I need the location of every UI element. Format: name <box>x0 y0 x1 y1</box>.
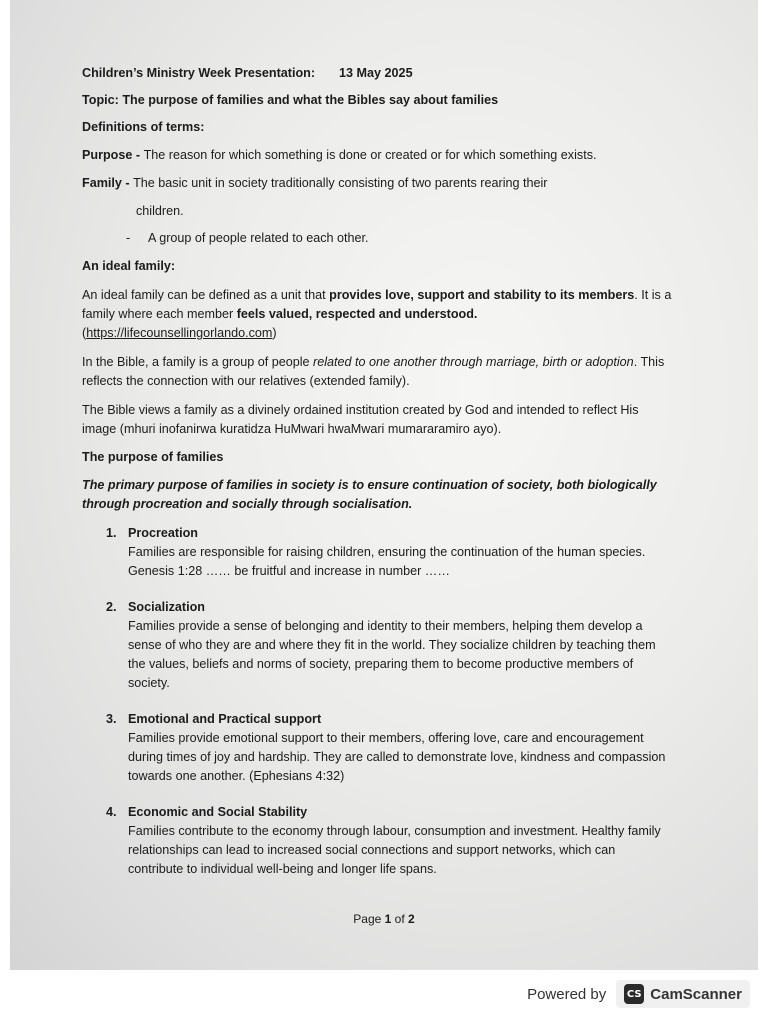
list-item-number: 2. <box>106 600 117 614</box>
purpose-list <box>82 524 672 879</box>
list-item-number: 1. <box>106 526 117 540</box>
list-item-title: Economic and Social Stability <box>128 805 308 819</box>
list-item-body: Families provide a sense of belonging and identity to their members, helping them develop a sense of who they are and where they fit in the world. They socialize children by teaching them the values, beliefs and norms of society, preparing them to become productive members of society. <box>128 619 656 690</box>
list-item <box>82 598 672 693</box>
document-header <box>82 64 672 83</box>
list-item <box>82 803 672 879</box>
header-label: Children’s Ministry Week Presentation: <box>82 66 316 80</box>
page-number: Page 1 of 2 <box>353 912 415 926</box>
family-definition-continuation: children. <box>136 204 184 218</box>
list-item-body: Families are responsible for raising children, ensuring the continuation of the human species. Genesis 1:28 …… be fruitful and increase in number …… <box>128 545 646 578</box>
purpose-definition <box>82 146 672 165</box>
document-body <box>82 64 672 896</box>
camscanner-badge[interactable] <box>616 980 750 1008</box>
family-text: The basic unit in society traditionally consisting of two parents rearing their <box>133 176 548 190</box>
header-date: 13 May 2025 <box>339 66 413 80</box>
family-definition <box>82 174 672 193</box>
purpose-of-families-heading: The purpose of families <box>82 450 224 464</box>
powered-by-label: Powered by <box>527 985 607 1003</box>
primary-purpose-statement: The primary purpose of families in society is to ensure continuation of society, both biologically through procreation and socially through socialisation. <box>82 478 657 511</box>
list-item-title: Procreation <box>128 526 198 540</box>
list-item-body: Families contribute to the economy through labour, consumption and investment. Healthy family relationships can lead to increased social connections and support networks, which can contribute to individual well-being and longer life spans. <box>128 824 661 876</box>
bible-views-paragraph: The Bible views a family as a divinely ordained institution created by God and intended to reflect His image (mhuri inofanirwa kuratidza HuMwari hwaMwari mumararamiro ayo). <box>82 403 639 436</box>
source-link[interactable]: https://lifecounsellingorlando.com <box>86 326 273 340</box>
family-dash-item: - A group of people related to each other. <box>126 231 369 245</box>
camscanner-brand-name: CamScanner <box>650 985 742 1003</box>
list-item-number: 3. <box>106 712 117 726</box>
topic-line: Topic: The purpose of families and what the Bibles say about families <box>82 93 499 107</box>
list-item <box>82 524 672 581</box>
list-item-title: Emotional and Practical support <box>128 712 322 726</box>
family-term: Family - <box>82 176 134 190</box>
ideal-family-heading: An ideal family: <box>82 259 176 273</box>
scanned-page <box>10 0 758 970</box>
ideal-family-paragraph: An ideal family can be defined as a unit that provides love, support and stability to its members. It is a family where each member feels valued, respected and understood. (https://lifecounsellingorlando.com) <box>82 288 672 340</box>
bible-family-paragraph: In the Bible, a family is a group of people related to one another through marriage, birth or adoption. This reflects the connection with our relatives (extended family). <box>82 355 665 388</box>
list-item <box>82 710 672 786</box>
list-item-title: Socialization <box>128 600 205 614</box>
list-item-number: 4. <box>106 805 117 819</box>
camscanner-logo-icon: CS <box>624 984 644 1004</box>
purpose-text: The reason for which something is done or created or for which something exists. <box>143 148 597 162</box>
definitions-heading: Definitions of terms: <box>82 120 205 134</box>
purpose-term: Purpose - <box>82 148 144 162</box>
camscanner-footer <box>527 978 750 1010</box>
list-item-body: Families provide emotional support to their members, offering love, care and encouragement during times of joy and hardship. They are called to demonstrate love, kindness and compassion towards one another. (Ephesians 4:32) <box>128 731 666 783</box>
